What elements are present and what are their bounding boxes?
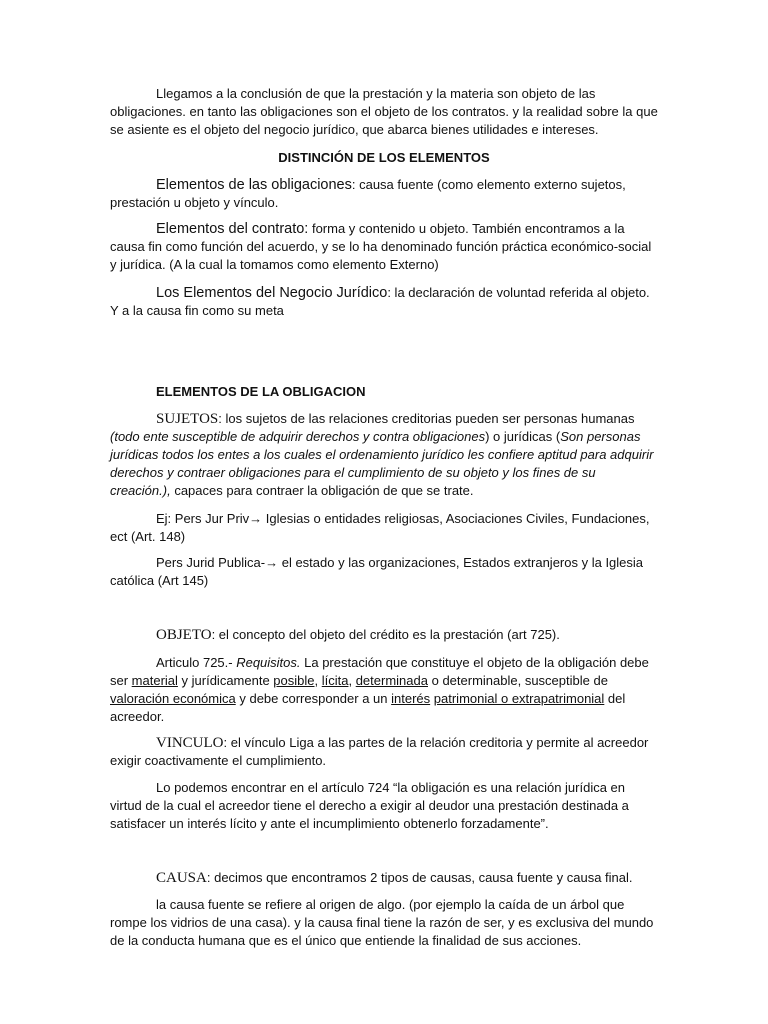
- causa-detail-paragraph: la causa fuente se refiere al origen de algo. (por ejemplo la caída de un árbol que rompe los vidrios de una casa). y la causa final tiene la razón de ser, y es exclusiva del mundo de la conducta humana que es el único que entiende la finalidad de sus acciones.: [110, 897, 654, 948]
- contrato-elements-paragraph: [110, 220, 658, 274]
- art725-determinada: determinada: [355, 673, 428, 688]
- obligacion-heading: ELEMENTOS DE LA OBLIGACION: [156, 384, 366, 399]
- negocio-elements-paragraph: [110, 284, 658, 320]
- sujetos-italic-2: Son personas jurídicas todos los entes a los cuales el ordenamiento jurídico les confiere aptitud para adquirir derechos y contraer obligaciones para el cumplimiento de su objeto y los fines de su creación.),: [110, 429, 654, 498]
- objeto-term: OBJETO: [156, 627, 212, 643]
- obligaciones-elements-paragraph: [110, 176, 658, 212]
- example-persona-juridica-publica: Pers Jurid Publica-→ el estado y las organizaciones, Estados extranjeros y la Iglesia católica (Art 145): [110, 555, 644, 588]
- art725-text-i: del acreedor.: [110, 691, 626, 724]
- sujetos-text-2: ) o jurídicas (: [485, 429, 561, 444]
- art725-requisitos: Requisitos.: [236, 655, 301, 670]
- art725-text-d: ,: [314, 673, 322, 688]
- sujetos-paragraph: [110, 410, 658, 500]
- art725-valoracion: valoración económica: [110, 691, 236, 706]
- sujetos-term: SUJETOS: [156, 411, 219, 427]
- example-persona-juridica-privada: Ej: Pers Jur Priv→ Iglesias o entidades religiosas, Asociaciones Civiles, Fundaciones, ect (Art. 148): [110, 511, 650, 544]
- intro-text: Llegamos a la conclusión de que la prestación y la materia son objeto de las obligaciones. en tanto las obligaciones son el objeto de los contratos. y la realidad sobre la que se asiente es el objeto del negocio jurídico, que abarca bienes utilidades e intereses.: [110, 86, 658, 137]
- objeto-text: : el concepto del objeto del crédito es la prestación (art 725).: [211, 627, 560, 642]
- causa-term: CAUSA: [156, 870, 207, 886]
- art725-licita: lícita: [321, 673, 349, 688]
- obligaciones-term: Elementos de las obligaciones: [156, 177, 352, 193]
- article-724-paragraph: Lo podemos encontrar en el artículo 724 “la obligación es una relación jurídica en virtud de la cual el acreedor tiene el derecho a exigir al deudor una prestación destinada a satisfacer un interés lícito y ante el incumplimiento obtenerlo forzadamente”.: [110, 780, 629, 831]
- intro-paragraph: [110, 85, 658, 139]
- causa-text: : decimos que encontramos 2 tipos de causas, causa fuente y causa final.: [206, 870, 633, 885]
- contrato-text: forma y contenido u objeto. También encontramos a la causa fin como función del acuerdo, y se lo ha denominado función práctica económico-social y jurídica. (A la cual la tomamos como elemento Externo): [110, 221, 652, 272]
- art725-posible: posible: [273, 673, 315, 688]
- vinculo-term: VINCULO: [156, 735, 224, 751]
- art725-interes: interés: [391, 691, 431, 706]
- causa-paragraph: [110, 869, 658, 887]
- sujetos-text-3: capaces para contraer la obligación de que se trate.: [170, 483, 474, 498]
- art725-text-g: y debe corresponder a un: [235, 691, 392, 706]
- objeto-paragraph: [110, 626, 658, 644]
- sujetos-italic-1: (todo ente susceptible de adquirir derechos y contra obligaciones: [110, 429, 486, 444]
- negocio-term: Los Elementos del Negocio Jurídico: [156, 285, 388, 301]
- art725-text-e: ,: [348, 673, 356, 688]
- contrato-term: Elementos del contrato:: [156, 221, 309, 237]
- art725-patrimonial: patrimonial o extrapatrimonial: [433, 691, 605, 706]
- art725-material: material: [131, 673, 178, 688]
- negocio-text: : la declaración de voluntad referida al objeto. Y a la causa fin como su meta: [110, 285, 650, 318]
- art725-intro: Articulo 725.-: [156, 655, 237, 670]
- distincion-heading: DISTINCIÓN DE LOS ELEMENTOS: [278, 150, 490, 165]
- art725-text-b: La prestación que constituye el objeto de la obligación debe ser: [110, 655, 649, 688]
- art725-text-f: o determinable, susceptible de: [427, 673, 608, 688]
- vinculo-text: : el vínculo Liga a las partes de la relación creditoria y permite al acreedor exigir coactivamente el cumplimiento.: [110, 735, 649, 768]
- vinculo-paragraph: [110, 734, 658, 770]
- obligaciones-text: : causa fuente (como elemento externo sujetos, prestación u objeto y vínculo.: [110, 177, 626, 210]
- article-725-paragraph: [110, 654, 658, 726]
- art725-text-c: y jurídicamente: [177, 673, 274, 688]
- sujetos-text-1: : los sujetos de las relaciones creditorias pueden ser personas humanas: [218, 411, 635, 426]
